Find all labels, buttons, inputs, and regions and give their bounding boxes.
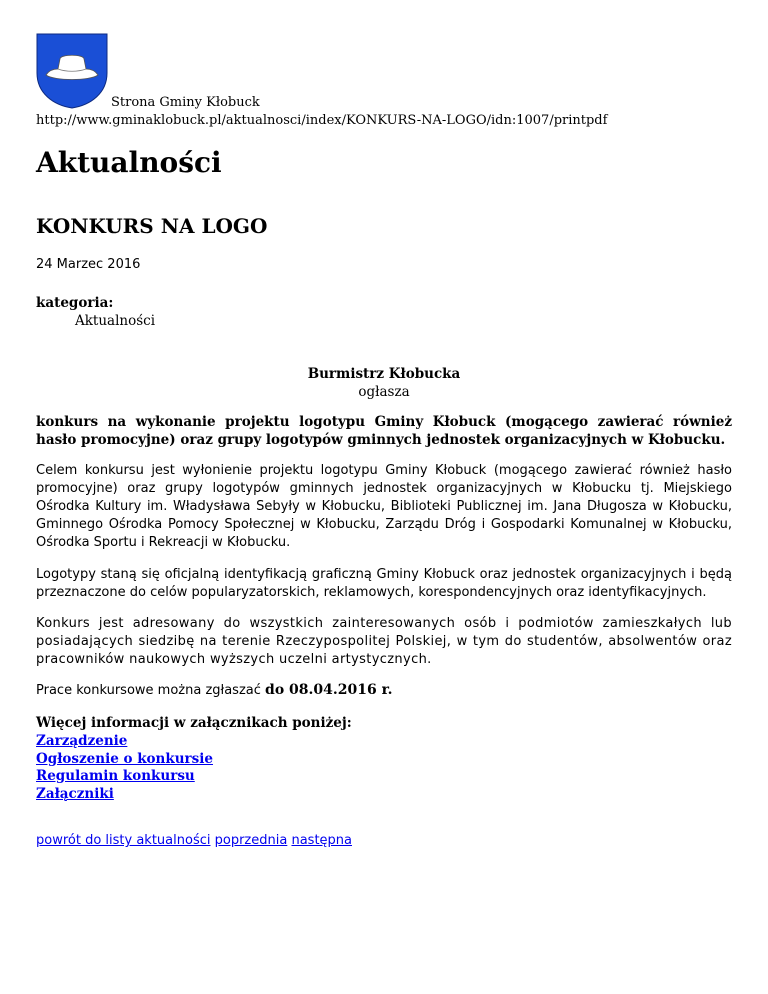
- more-info-heading: Więcej informacji w załącznikach poniżej:: [36, 715, 352, 731]
- paragraph-deadline: [36, 681, 732, 700]
- previous-link[interactable]: poprzednia: [214, 833, 288, 848]
- page-url: http://www.gminaklobuck.pl/aktualnosci/index/KONKURS-NA-LOGO/idn:1007/printpdf: [36, 113, 608, 128]
- paragraph-goal: Celem konkursu jest wyłonienie projektu logotypu Gminy Kłobuck (mogącego zawierać również hasło promocyjne) oraz grupy logotypów gminnych jednostek organizacyjnych w Kłobucku tj. Miejskiego Ośrodka Kultury im. Władysława Sebyły w Kłobucku, Biblioteki Publicznej im. Jana Długosza w Kłobucku, Gminnego Ośrodka Pomocy Społecznej w Kłobucku, Zarządu Dróg i Gospodarki Komunalnej w Kłobucku, Ośrodka Sportu i Rekreacji w Kłobucku.: [36, 463, 732, 550]
- article-date: 24 Marzec 2016: [36, 257, 141, 272]
- category-value: Aktualności: [75, 313, 156, 329]
- municipal-coat-of-arms-icon: [36, 33, 108, 109]
- deadline-prefix: Prace konkursowe można zgłaszać: [36, 683, 266, 698]
- attachment-link-regulamin[interactable]: Regulamin konkursu: [36, 768, 195, 784]
- category-label: kategoria:: [36, 295, 114, 311]
- announces-text: ogłasza: [358, 384, 410, 400]
- back-to-list-link[interactable]: powrót do listy aktualności: [36, 833, 211, 848]
- site-name: Strona Gminy Kłobuck: [111, 95, 260, 110]
- article-navigation: [36, 833, 352, 848]
- next-link[interactable]: następna: [291, 833, 352, 848]
- article-title: KONKURS NA LOGO: [36, 214, 268, 238]
- attachment-link-zarzadzenie[interactable]: Zarządzenie: [36, 733, 128, 749]
- attachment-link-ogloszenie[interactable]: Ogłoszenie o konkursie: [36, 750, 213, 767]
- attachment-link-zalaczniki[interactable]: Załączniki: [36, 785, 114, 802]
- section-title: Aktualności: [36, 146, 222, 179]
- deadline-value: do 08.04.2016 r.: [265, 682, 393, 698]
- intro-paragraph: konkurs na wykonanie projektu logotypu Gminy Kłobuck (mogącego zawierać również hasło promocyjne) oraz grupy logotypów gminnych jednostek organizacyjnych w Kłobucku.: [36, 414, 732, 448]
- paragraph-audience: Konkurs jest adresowany do wszystkich zainteresowanych osób i podmiotów zamieszkałych lub posiadających siedzibę na terenie Rzeczypospolitej Polskiej, w tym do studentów, absolwentów oraz pracowników naukowych wyższych uczelni artystycznych.: [36, 616, 732, 667]
- paragraph-identity: Logotypy staną się oficjalną identyfikacją graficzną Gminy Kłobuck oraz jednostek organizacyjnych i będą przeznaczone do celów popularyzatorskich, reklamowych, korespondencyjnych oraz identyfikacyjnych.: [36, 567, 732, 600]
- announcer: Burmistrz Kłobucka: [307, 366, 461, 382]
- attachment-links: [36, 733, 213, 803]
